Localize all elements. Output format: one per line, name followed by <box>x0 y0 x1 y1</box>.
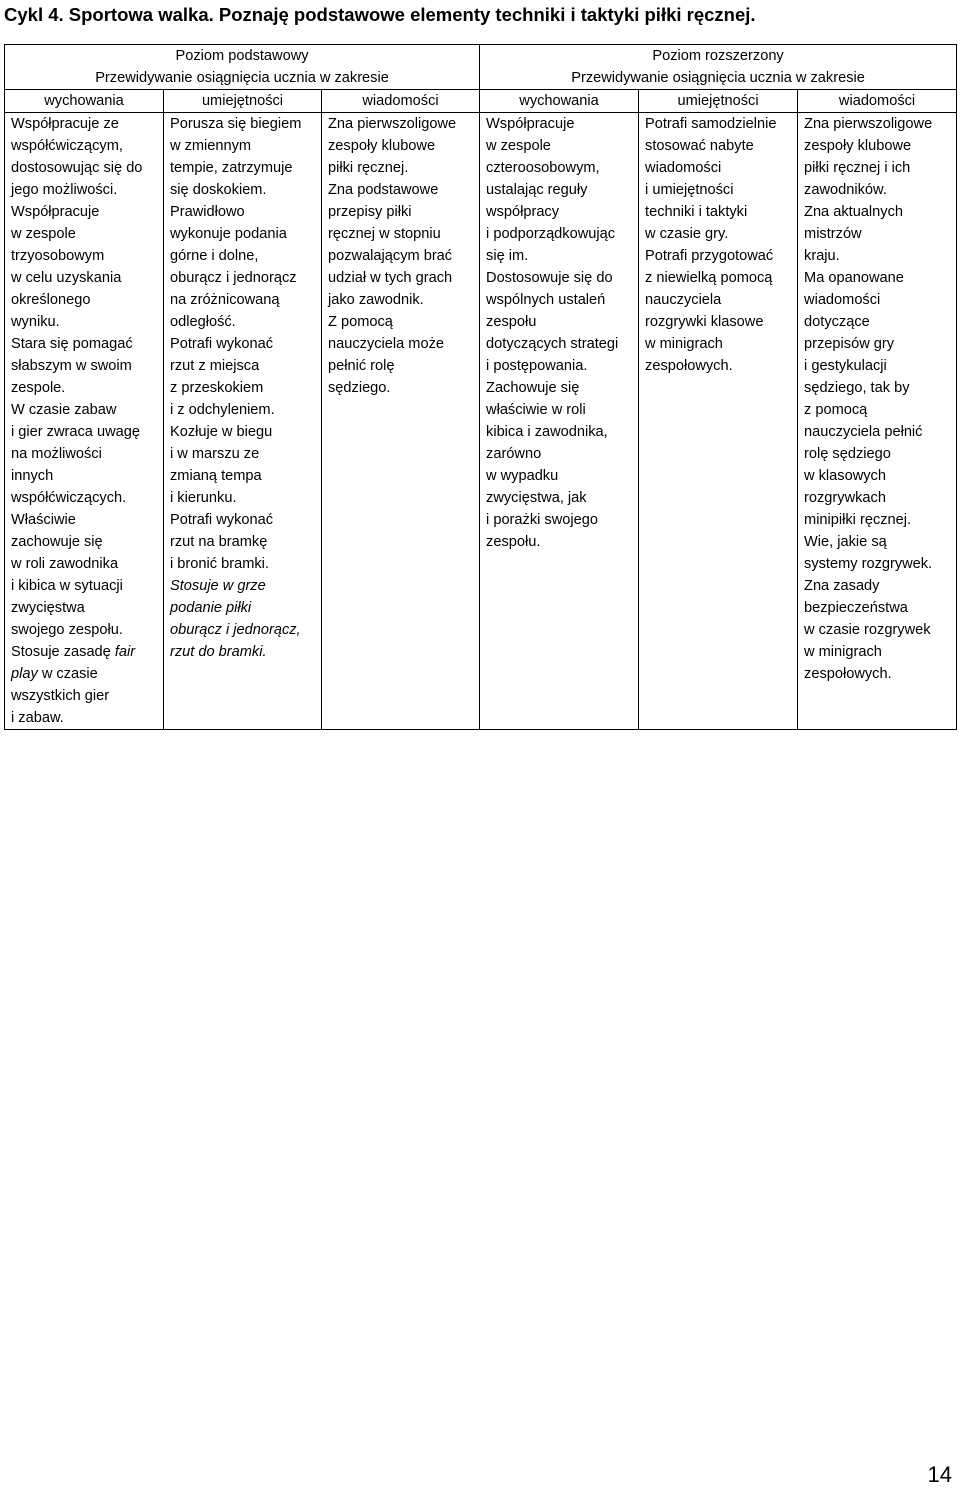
cell-line <box>804 443 950 465</box>
cell-line <box>645 245 791 267</box>
cell-line <box>170 289 315 311</box>
cell-line <box>804 245 950 267</box>
text: w minigrach <box>645 336 723 352</box>
level-basic-subtitle: Przewidywanie osiągnięcia ucznia w zakresie <box>95 70 389 86</box>
text: piłki ręcznej i ich <box>804 160 911 176</box>
text: piłki ręcznej. <box>328 160 409 176</box>
text: z niewielką pomocą <box>645 270 773 286</box>
text: współpracy <box>486 204 560 220</box>
text: zarówno <box>486 446 542 462</box>
text: i zabaw. <box>11 710 64 726</box>
text: nauczyciela może <box>328 336 444 352</box>
cell-line <box>170 641 315 663</box>
column-header: wiadomości <box>322 90 480 113</box>
text: stosować nabyte <box>645 138 754 154</box>
text: Potrafi wykonać <box>170 512 274 528</box>
cell-line <box>645 113 791 135</box>
cell-line <box>804 377 950 399</box>
text: zespoły klubowe <box>328 138 436 154</box>
cell-line <box>11 201 157 223</box>
level-header-row <box>5 45 957 90</box>
text: w czasie rozgrywek <box>804 622 931 638</box>
level-basic-header <box>5 45 480 90</box>
cell-extended-upbringing <box>480 113 639 730</box>
cell-line <box>11 641 157 663</box>
text: zespołu <box>486 314 537 330</box>
cell-line <box>11 223 157 245</box>
text: Prawidłowo <box>170 204 245 220</box>
text: Współpracuje ze <box>11 116 119 132</box>
cell-line <box>170 355 315 377</box>
cell-line <box>170 201 315 223</box>
text: Właściwie <box>11 512 76 528</box>
cell-line <box>11 443 157 465</box>
cell-line <box>804 531 950 553</box>
text: się doskokiem. <box>170 182 267 198</box>
column-header-row <box>5 90 957 113</box>
cell-line <box>486 179 632 201</box>
cell-line <box>170 421 315 443</box>
cell-line <box>170 267 315 289</box>
page-title: Cykl 4. Sportowa walka. Poznaję podstawowe elementy techniki i taktyki piłki ręcznej. <box>4 4 756 25</box>
text: się im. <box>486 248 529 264</box>
cell-line <box>170 157 315 179</box>
text: współćwiczących. <box>11 490 127 506</box>
cell-line <box>11 685 157 707</box>
text: wyniku. <box>11 314 60 330</box>
requirements-table <box>4 44 957 730</box>
text: trzyosobowym <box>11 248 105 264</box>
text: na zróżnicowaną <box>170 292 280 308</box>
cell-line <box>11 575 157 597</box>
text: i gier zwraca uwagę <box>11 424 140 440</box>
text: z przeskokiem <box>170 380 264 396</box>
cell-line <box>170 113 315 135</box>
text: dotyczących strategi <box>486 336 619 352</box>
text: sędziego. <box>328 380 391 396</box>
cell-line <box>486 201 632 223</box>
cell-line <box>11 179 157 201</box>
text: Zna zasady <box>804 578 880 594</box>
text: zespołu. <box>486 534 541 550</box>
level-basic-name: Poziom podstawowy <box>175 48 309 64</box>
text: swojego zespołu. <box>11 622 123 638</box>
cell-line <box>804 113 950 135</box>
cell-line <box>645 267 791 289</box>
cell-line <box>170 223 315 245</box>
italic-text: Stosuje w grze <box>170 578 266 594</box>
column-header: wiadomości <box>798 90 957 113</box>
cell-line <box>804 575 950 597</box>
cell-line <box>11 619 157 641</box>
text: ręcznej w stopniu <box>328 226 441 242</box>
text: Dostosowuje się do <box>486 270 613 286</box>
text: zawodników. <box>804 182 887 198</box>
cell-line <box>11 355 157 377</box>
text: rolę sędziego <box>804 446 891 462</box>
cell-line <box>11 531 157 553</box>
cell-line <box>328 201 473 223</box>
text: odległość. <box>170 314 236 330</box>
cell-line <box>11 707 157 729</box>
text: i bronić bramki. <box>170 556 269 572</box>
text: współćwiczącym, <box>11 138 123 154</box>
text: w minigrach <box>804 644 882 660</box>
text: kibica i zawodnika, <box>486 424 608 440</box>
cell-line <box>645 179 791 201</box>
text: Potrafi przygotować <box>645 248 774 264</box>
cell-line <box>328 289 473 311</box>
text: i podporządkowując <box>486 226 616 242</box>
text: jako zawodnik. <box>328 292 424 308</box>
cell-line <box>486 223 632 245</box>
text: i porażki swojego <box>486 512 598 528</box>
cell-line <box>170 311 315 333</box>
cell-line <box>170 333 315 355</box>
text: Wie, jakie są <box>804 534 887 550</box>
cell-line <box>170 399 315 421</box>
level-extended-name: Poziom rozszerzony <box>652 48 784 64</box>
cell-line <box>328 355 473 377</box>
cell-line <box>11 487 157 509</box>
text: w celu uzyskania <box>11 270 122 286</box>
text: wszystkich gier <box>11 688 110 704</box>
cell-line <box>328 157 473 179</box>
text: wykonuje podania <box>170 226 287 242</box>
text: w roli zawodnika <box>11 556 119 572</box>
cell-line <box>804 157 950 179</box>
text: Zna pierwszoligowe <box>328 116 457 132</box>
cell-basic-skills <box>164 113 322 730</box>
cell-line <box>11 157 157 179</box>
text: i umiejętności <box>645 182 734 198</box>
text: przepisów gry <box>804 336 895 352</box>
cell-basic-knowledge <box>322 113 480 730</box>
text: Potrafi samodzielnie <box>645 116 777 132</box>
column-header: wychowania <box>5 90 164 113</box>
cell-line <box>804 597 950 619</box>
cell-line <box>804 487 950 509</box>
text: Współpracuje <box>11 204 100 220</box>
cell-line <box>486 135 632 157</box>
text: zespoły klubowe <box>804 138 912 154</box>
text: wspólnych ustaleń <box>486 292 606 308</box>
cell-line <box>486 465 632 487</box>
page-number: 14 <box>927 1462 952 1487</box>
text: Zachowuje się <box>486 380 580 396</box>
cell-line <box>328 135 473 157</box>
italic-text: fair <box>114 644 136 660</box>
cell-line <box>486 289 632 311</box>
text: Zna podstawowe <box>328 182 439 198</box>
cell-line <box>11 553 157 575</box>
cell-line <box>804 421 950 443</box>
text: i w marszu ze <box>170 446 260 462</box>
text: tempie, zatrzymuje <box>170 160 293 176</box>
text: udział w tych grach <box>328 270 453 286</box>
text: Potrafi wykonać <box>170 336 274 352</box>
cell-line <box>328 333 473 355</box>
text: zespołowych. <box>645 358 733 374</box>
text: mistrzów <box>804 226 862 242</box>
cell-line <box>11 333 157 355</box>
text: w zespole <box>486 138 551 154</box>
text: oburącz i jednorącz <box>170 270 297 286</box>
text: i gestykulacji <box>804 358 887 374</box>
text: pełnić rolę <box>328 358 395 374</box>
text: na możliwości <box>11 446 102 462</box>
text: zachowuje się <box>11 534 103 550</box>
text: rzut na bramkę <box>170 534 268 550</box>
cell-line <box>804 465 950 487</box>
text: kraju. <box>804 248 840 264</box>
cell-line <box>645 289 791 311</box>
text: i z odchyleniem. <box>170 402 275 418</box>
cell-line <box>170 465 315 487</box>
text: rozgrywkach <box>804 490 886 506</box>
text: Porusza się biegiem <box>170 116 302 132</box>
cell-line <box>804 355 950 377</box>
cell-line <box>11 465 157 487</box>
text: minipiłki ręcznej. <box>804 512 912 528</box>
cell-line <box>170 619 315 641</box>
cell-extended-skills <box>639 113 798 730</box>
cell-line <box>170 245 315 267</box>
cell-line <box>645 201 791 223</box>
text: w wypadku <box>486 468 559 484</box>
text: rozgrywki klasowe <box>645 314 764 330</box>
text: właściwie w roli <box>486 402 586 418</box>
column-header: umiejętności <box>639 90 798 113</box>
cell-line <box>11 421 157 443</box>
text: Zna aktualnych <box>804 204 904 220</box>
text: wiadomości <box>804 292 881 308</box>
text: wiadomości <box>645 160 722 176</box>
column-header: umiejętności <box>164 90 322 113</box>
text: i kierunku. <box>170 490 237 506</box>
cell-basic-upbringing <box>5 113 164 730</box>
text: w czasie gry. <box>645 226 729 242</box>
text: zmianą tempa <box>170 468 262 484</box>
cell-line <box>170 509 315 531</box>
cell-line <box>486 421 632 443</box>
cell-line <box>486 399 632 421</box>
level-extended-header <box>480 45 957 90</box>
cell-line <box>486 355 632 377</box>
cell-line <box>11 135 157 157</box>
text: określonego <box>11 292 91 308</box>
cell-line <box>486 113 632 135</box>
italic-text: rzut do bramki. <box>170 644 267 660</box>
text: w zespole <box>11 226 76 242</box>
text: rzut z miejsca <box>170 358 260 374</box>
cell-line <box>804 509 950 531</box>
cell-line <box>328 179 473 201</box>
cell-line <box>486 245 632 267</box>
cell-line <box>170 443 315 465</box>
cell-line <box>11 289 157 311</box>
text: W czasie zabaw <box>11 402 117 418</box>
text: w zmiennym <box>170 138 252 154</box>
cell-line <box>486 157 632 179</box>
italic-text: play <box>11 666 38 682</box>
cell-line <box>328 377 473 399</box>
cell-line <box>170 487 315 509</box>
cell-extended-knowledge <box>798 113 957 730</box>
text: w czasie <box>37 666 98 682</box>
text: ustalając reguły <box>486 182 588 198</box>
text: dostosowując się do <box>11 160 143 176</box>
text: Kozłuje w biegu <box>170 424 273 440</box>
cell-line <box>11 113 157 135</box>
text: zwycięstwa, jak <box>486 490 587 506</box>
text: w klasowych <box>804 468 886 484</box>
text: Stosuje zasadę <box>11 644 115 660</box>
text: Z pomocą <box>328 314 393 330</box>
text: Współpracuje <box>486 116 575 132</box>
text: słabszym w swoim <box>11 358 132 374</box>
cell-line <box>645 333 791 355</box>
cell-line <box>804 619 950 641</box>
cell-line <box>804 641 950 663</box>
text: Ma opanowane <box>804 270 904 286</box>
cell-line <box>170 377 315 399</box>
text: zespole. <box>11 380 66 396</box>
cell-line <box>804 179 950 201</box>
cell-line <box>170 553 315 575</box>
cell-line <box>486 487 632 509</box>
cell-line <box>804 289 950 311</box>
cell-line <box>804 553 950 575</box>
cell-line <box>804 201 950 223</box>
cell-line <box>328 223 473 245</box>
text: przepisy piłki <box>328 204 412 220</box>
text: nauczyciela pełnić <box>804 424 923 440</box>
cell-line <box>645 355 791 377</box>
cell-line <box>486 377 632 399</box>
cell-line <box>11 399 157 421</box>
level-extended-subtitle: Przewidywanie osiągnięcia ucznia w zakresie <box>571 70 865 86</box>
text: jego możliwości. <box>11 182 118 198</box>
text: i postępowania. <box>486 358 588 374</box>
cell-line <box>170 179 315 201</box>
cell-line <box>170 135 315 157</box>
text: sędziego, tak by <box>804 380 910 396</box>
cell-line <box>11 597 157 619</box>
cell-line <box>328 245 473 267</box>
cell-line <box>486 333 632 355</box>
cell-line <box>11 245 157 267</box>
text: innych <box>11 468 54 484</box>
text: dotyczące <box>804 314 870 330</box>
cell-line <box>804 311 950 333</box>
cell-line <box>645 311 791 333</box>
cell-line <box>486 531 632 553</box>
cell-line <box>486 311 632 333</box>
cell-line <box>486 267 632 289</box>
text: Zna pierwszoligowe <box>804 116 933 132</box>
text: Stara się pomagać <box>11 336 133 352</box>
cell-line <box>328 113 473 135</box>
cell-line <box>328 311 473 333</box>
cell-line <box>11 311 157 333</box>
text: nauczyciela <box>645 292 722 308</box>
cell-line <box>804 333 950 355</box>
column-header: wychowania <box>480 90 639 113</box>
cell-line <box>645 135 791 157</box>
cell-line <box>170 597 315 619</box>
text: czteroosobowym, <box>486 160 600 176</box>
cell-line <box>11 267 157 289</box>
text: bezpieczeństwa <box>804 600 908 616</box>
text: techniki i taktyki <box>645 204 748 220</box>
text: zwycięstwa <box>11 600 85 616</box>
cell-line <box>804 663 950 685</box>
text: systemy rozgrywek. <box>804 556 933 572</box>
cell-line <box>645 157 791 179</box>
cell-line <box>804 267 950 289</box>
text: zespołowych. <box>804 666 892 682</box>
italic-text: oburącz i jednorącz, <box>170 622 301 638</box>
italic-text: podanie piłki <box>170 600 252 616</box>
content-row <box>5 113 957 730</box>
cell-line <box>170 575 315 597</box>
cell-line <box>170 531 315 553</box>
cell-line <box>486 443 632 465</box>
text: i kibica w sytuacji <box>11 578 123 594</box>
cell-line <box>645 223 791 245</box>
cell-line <box>11 509 157 531</box>
cell-line <box>11 377 157 399</box>
cell-line <box>486 509 632 531</box>
text: z pomocą <box>804 402 868 418</box>
cell-line <box>11 663 157 685</box>
cell-line <box>804 399 950 421</box>
cell-line <box>804 223 950 245</box>
text: pozwalającym brać <box>328 248 453 264</box>
cell-line <box>328 267 473 289</box>
cell-line <box>804 135 950 157</box>
text: górne i dolne, <box>170 248 259 264</box>
